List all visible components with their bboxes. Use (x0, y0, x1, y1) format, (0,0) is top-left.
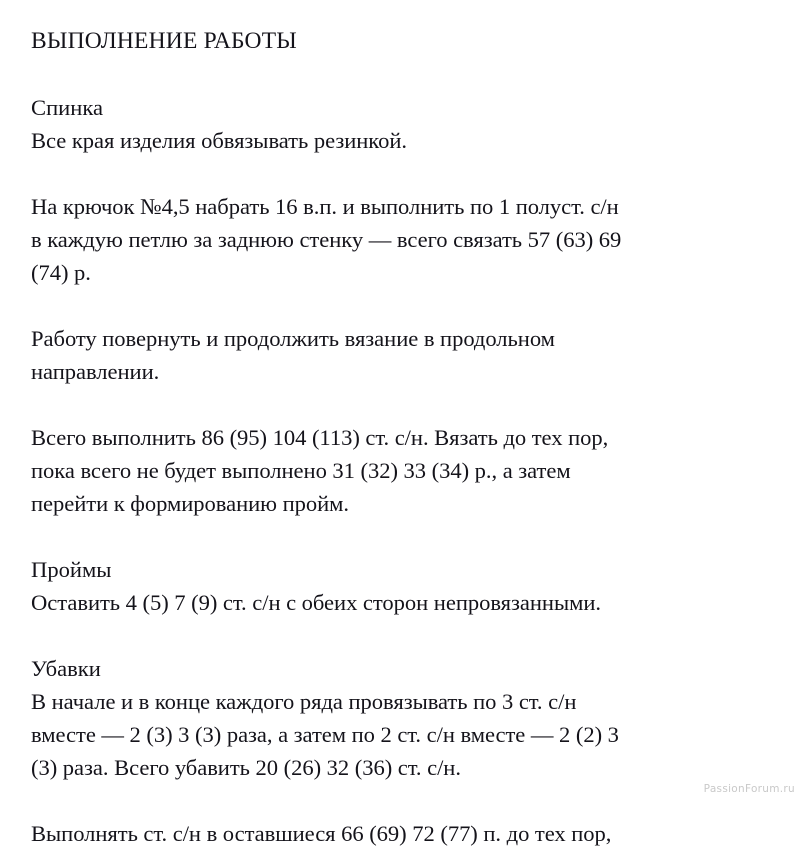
text-line: Работу повернуть и продолжить вязание в продольном (31, 326, 555, 351)
text-line: перейти к формированию пройм. (31, 491, 350, 516)
text-line: На крючок №4,5 набрать 16 в.п. и выполнить по 1 полуст. с/н (31, 194, 619, 219)
text-line: Выполнять ст. с/н в оставшиеся 66 (69) 72 (77) п. до тех пор, (31, 821, 612, 846)
document-body (31, 91, 760, 850)
text-line: вместе — 2 (3) 3 (3) раза, а затем по 2 ст. с/н вместе — 2 (2) 3 (31, 722, 619, 747)
text-line: направлении. (31, 359, 160, 384)
section-ubavki (31, 652, 760, 784)
text-line: Всего выполнить 86 (95) 104 (113) ст. с/н. Вязать до тех пор, (31, 425, 609, 450)
text-line: (74) р. (31, 260, 91, 285)
text-line: Все края изделия обвязывать резинкой. (31, 128, 407, 153)
section-spinka (31, 91, 760, 157)
text-line: в каждую петлю за заднюю стенку — всего связать 57 (63) 69 (31, 227, 622, 252)
text-line: пока всего не будет выполнено 31 (32) 33 (34) р., а затем (31, 458, 571, 483)
page-title: ВЫПОЛНЕНИЕ РАБОТЫ (31, 28, 297, 54)
section-total-rows (31, 421, 760, 520)
text-line: (3) раза. Всего убавить 20 (26) 32 (36) ст. с/н. (31, 755, 461, 780)
text-line: Оставить 4 (5) 7 (9) ст. с/н с обеих сторон непровязанными. (31, 590, 601, 615)
section-turn-work (31, 322, 760, 388)
section-proymy (31, 553, 760, 619)
section-heading-ubavki: Убавки (31, 656, 101, 681)
watermark: PassionForum.ru (703, 783, 795, 795)
section-remaining (31, 817, 760, 850)
section-cast-on (31, 190, 760, 289)
section-heading-spinka: Спинка (31, 95, 104, 120)
section-heading-proymy: Проймы (31, 557, 112, 582)
text-line: В начале и в конце каждого ряда провязывать по 3 ст. с/н (31, 689, 577, 714)
